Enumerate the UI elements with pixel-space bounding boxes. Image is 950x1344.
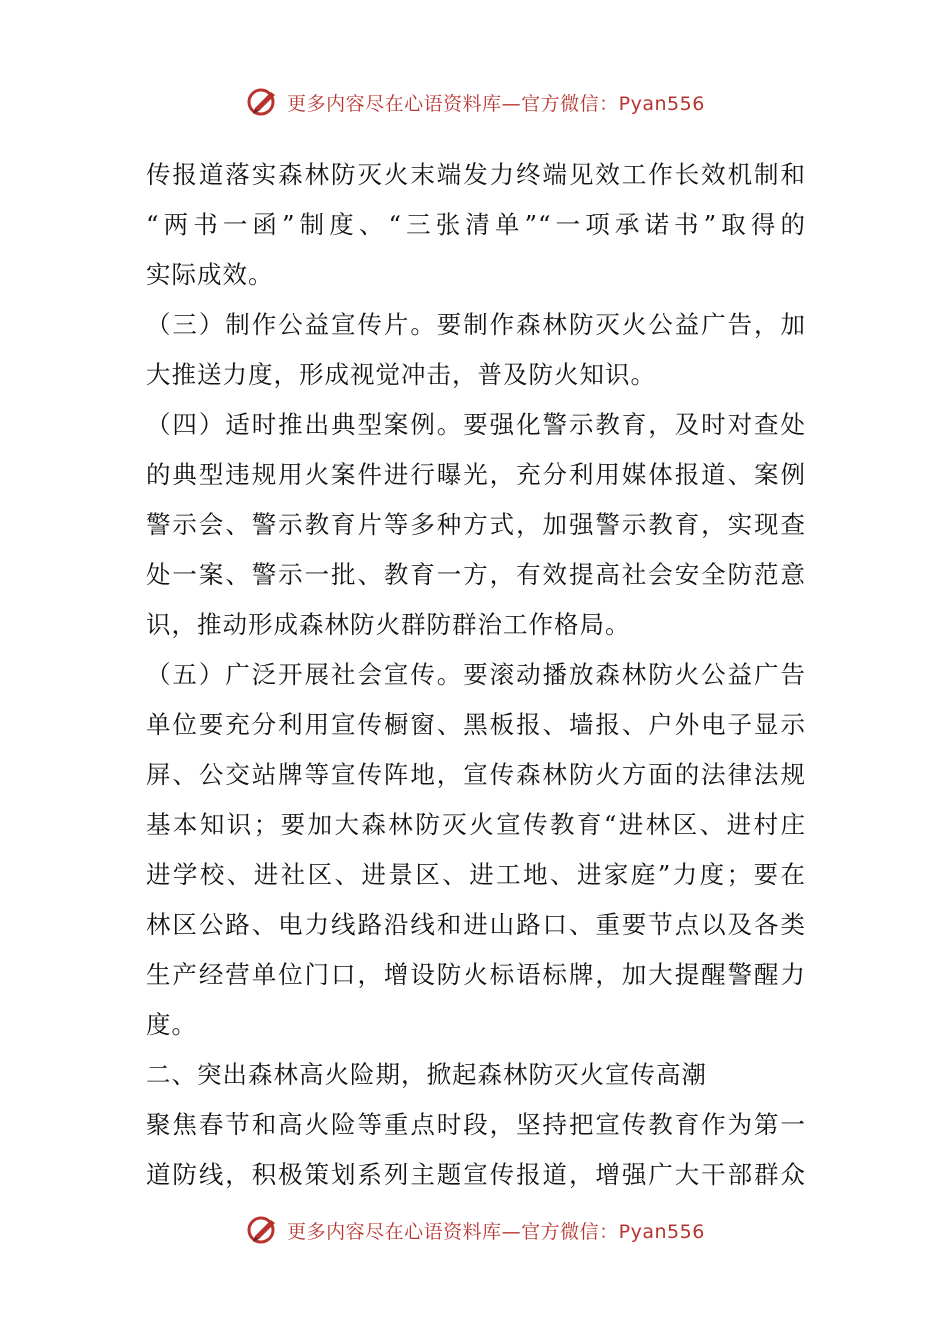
text-line: “两书一函”制度、“三张清单”“一项承诺书”取得的 (146, 210, 806, 239)
document-body (146, 150, 806, 1200)
text-line: 基本知识；要加大森林防灭火宣传教育“进林区、进村庄 (146, 810, 806, 839)
text-line: 实际成效。 (146, 260, 274, 289)
text-line: 处一案、警示一批、教育一方，有效提高社会安全防范意 (146, 560, 806, 589)
text-line: 林区公路、电力线路沿线和进山路口、重要节点以及各类 (146, 910, 806, 939)
header-watermark-text: 更多内容尽在心语资料库—官方微信：Pyan556 (287, 92, 705, 115)
footer-watermark (0, 1210, 950, 1250)
footer-watermark-text: 更多内容尽在心语资料库—官方微信：Pyan556 (287, 1220, 705, 1243)
text-line: （四）适时推出典型案例。要强化警示教育，及时对查处 (146, 410, 806, 439)
text-line: （五）广泛开展社会宣传。要滚动播放森林防火公益广告 (146, 660, 806, 689)
pen-logo-icon (245, 84, 281, 120)
text-line: 警示会、警示教育片等多种方式，加强警示教育，实现查 (146, 510, 806, 539)
text-line: 识，推动形成森林防火群防群治工作格局。 (146, 610, 631, 639)
text-line: 进学校、进社区、进景区、进工地、进家庭”力度；要在 (146, 860, 806, 889)
text-line: 道防线，积极策划系列主题宣传报道，增强广大干部群众 (146, 1160, 806, 1189)
text-line: （三）制作公益宣传片。要制作森林防灭火公益广告，加 (146, 310, 806, 339)
text-line: 聚焦春节和高火险等重点时段，坚持把宣传教育作为第一 (146, 1110, 806, 1139)
pen-logo-icon (245, 1212, 281, 1248)
text-line: 传报道落实森林防灭火末端发力终端见效工作长效机制和 (146, 160, 806, 189)
header-watermark (0, 82, 950, 122)
text-line: 度。 (146, 1010, 197, 1039)
text-line: 屏、公交站牌等宣传阵地，宣传森林防火方面的法律法规 (146, 760, 806, 789)
text-line: 单位要充分利用宣传橱窗、黑板报、墙报、户外电子显示 (146, 710, 806, 739)
section-heading: 二、突出森林高火险期，掀起森林防灭火宣传高潮 (146, 1060, 707, 1089)
text-line: 的典型违规用火案件进行曝光，充分利用媒体报道、案例 (146, 460, 806, 489)
text-line: 生产经营单位门口，增设防火标语标牌，加大提醒警醒力 (146, 960, 806, 989)
text-line: 大推送力度，形成视觉冲击，普及防火知识。 (146, 360, 656, 389)
